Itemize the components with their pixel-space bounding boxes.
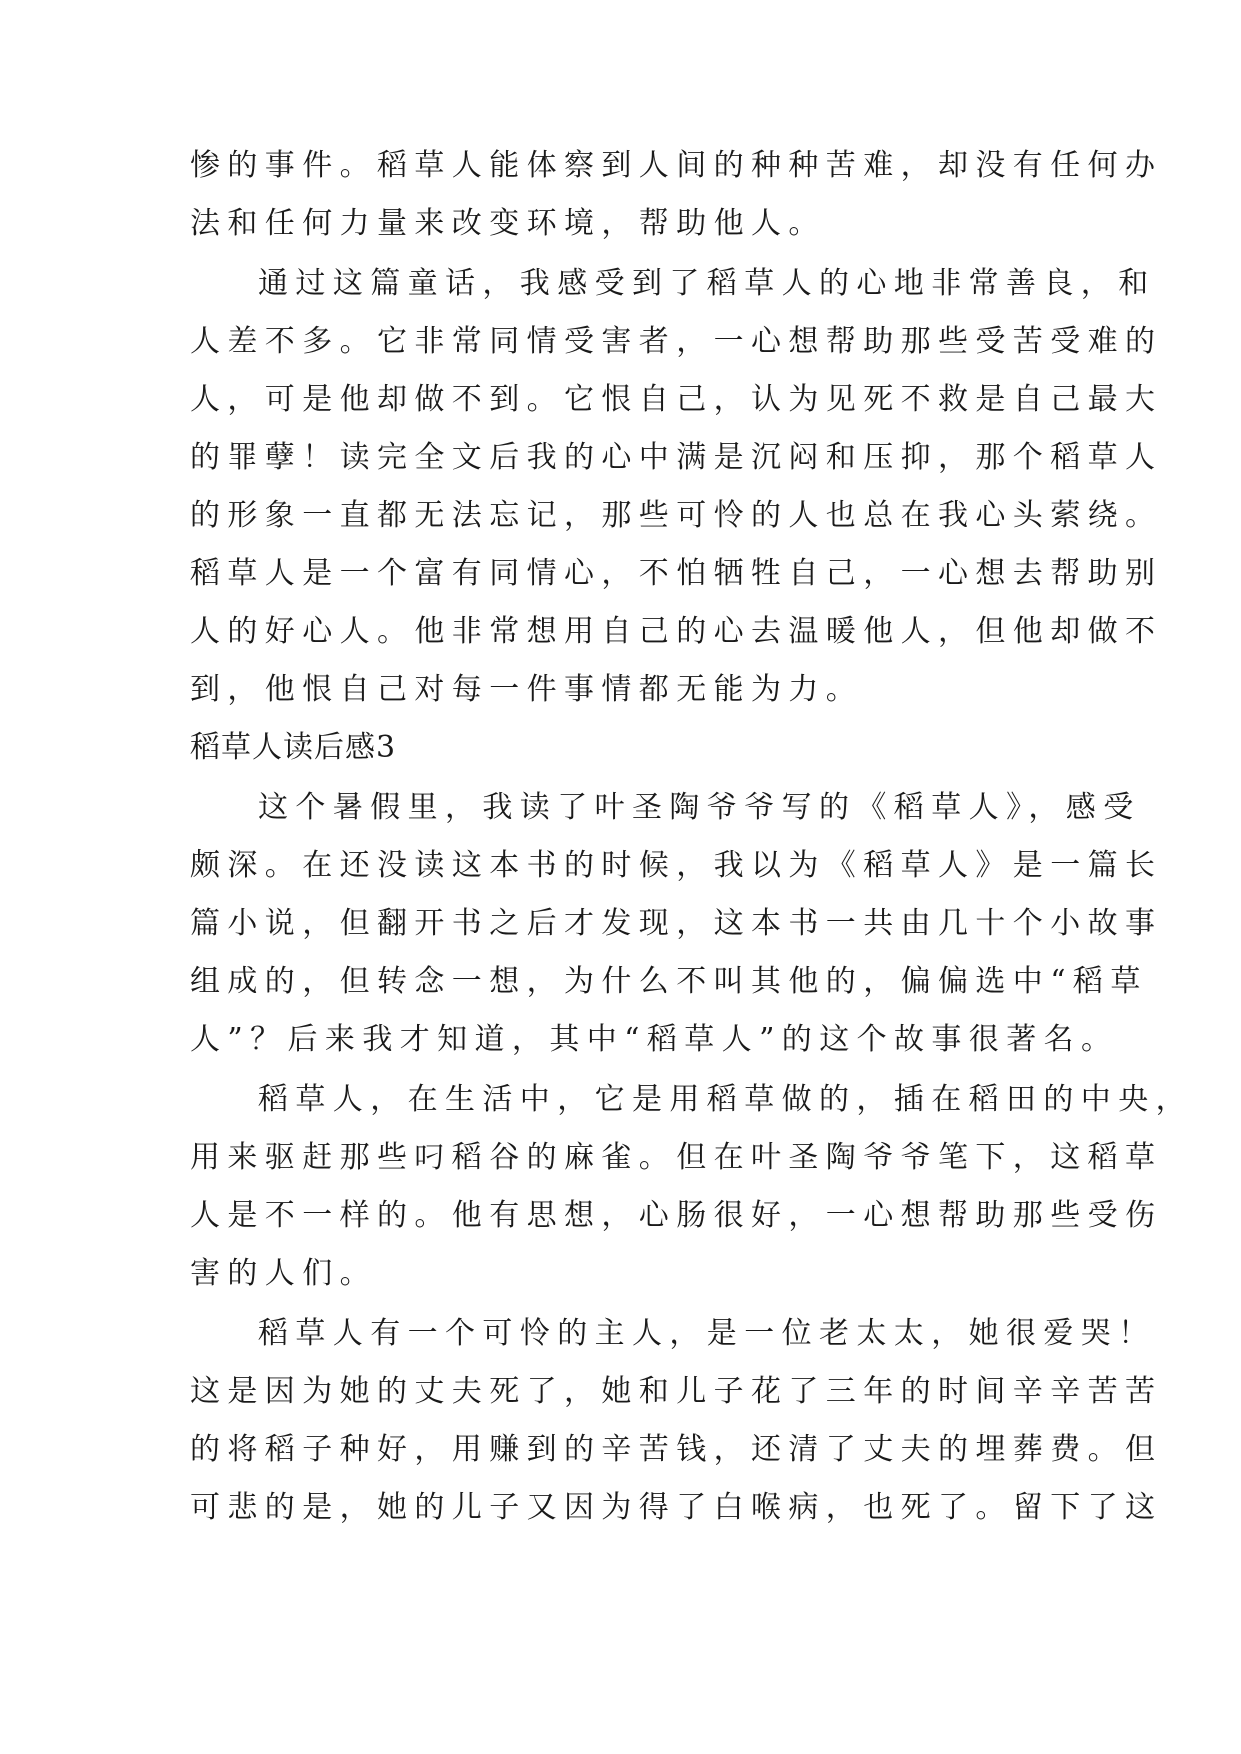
text-line: 篇小说，但翻开书之后才发现，这本书一共由几十个小故事 [190, 906, 1163, 941]
text-line: 惨的事件。稻草人能体察到人间的种种苦难，却没有任何办 [190, 148, 1163, 183]
section-heading: 稻草人读后感3 [190, 730, 397, 765]
text-line: 到，他恨自己对每一件事情都无能为力。 [190, 672, 864, 707]
text-line: 这是因为她的丈夫死了，她和儿子花了三年的时间辛辛苦苦 [190, 1374, 1163, 1409]
text-line: 用来驱赶那些叼稻谷的麻雀。但在叶圣陶爷爷笔下，这稻草 [190, 1140, 1163, 1175]
text-line: 人差不多。它非常同情受害者，一心想帮助那些受苦受难的 [190, 324, 1163, 359]
text-line: 的形象一直都无法忘记，那些可怜的人也总在我心头萦绕。 [190, 498, 1163, 533]
text-line: 稻草人有一个可怜的主人，是一位老太太，她很爱哭！ [258, 1316, 1156, 1351]
text-line: 的罪孽！读完全文后我的心中满是沉闷和压抑，那个稻草人 [190, 440, 1163, 475]
text-line: 法和任何力量来改变环境，帮助他人。 [190, 206, 826, 241]
text-line: 稻草人是一个富有同情心，不怕牺牲自己，一心想去帮助别 [190, 556, 1163, 591]
text-line: 组成的，但转念一想，为什么不叫其他的，偏偏选中“稻草 [190, 964, 1148, 999]
text-line: 的将稻子种好，用赚到的辛苦钱，还清了丈夫的埋葬费。但 [190, 1432, 1163, 1467]
text-line: 通过这篇童话，我感受到了稻草人的心地非常善良，和 [258, 266, 1156, 301]
text-line: 这个暑假里，我读了叶圣陶爷爷写的《稻草人》，感受 [258, 790, 1141, 825]
text-line: 人的好心人。他非常想用自己的心去温暖他人，但他却做不 [190, 614, 1163, 649]
text-line: 颇深。在还没读这本书的时候，我以为《稻草人》是一篇长 [190, 848, 1163, 883]
text-line: 害的人们。 [190, 1256, 377, 1291]
text-line: 人”？后来我才知道，其中“稻草人”的这个故事很著名。 [190, 1022, 1119, 1057]
text-line: 人是不一样的。他有思想，心肠很好，一心想帮助那些受伤 [190, 1198, 1163, 1233]
text-line: 人，可是他却做不到。它恨自己，认为见死不救是自己最大 [190, 382, 1163, 417]
text-line: 可悲的是，她的儿子又因为得了白喉病，也死了。留下了这 [190, 1490, 1163, 1525]
text-line: 稻草人，在生活中，它是用稻草做的，插在稻田的中央， [258, 1082, 1193, 1117]
